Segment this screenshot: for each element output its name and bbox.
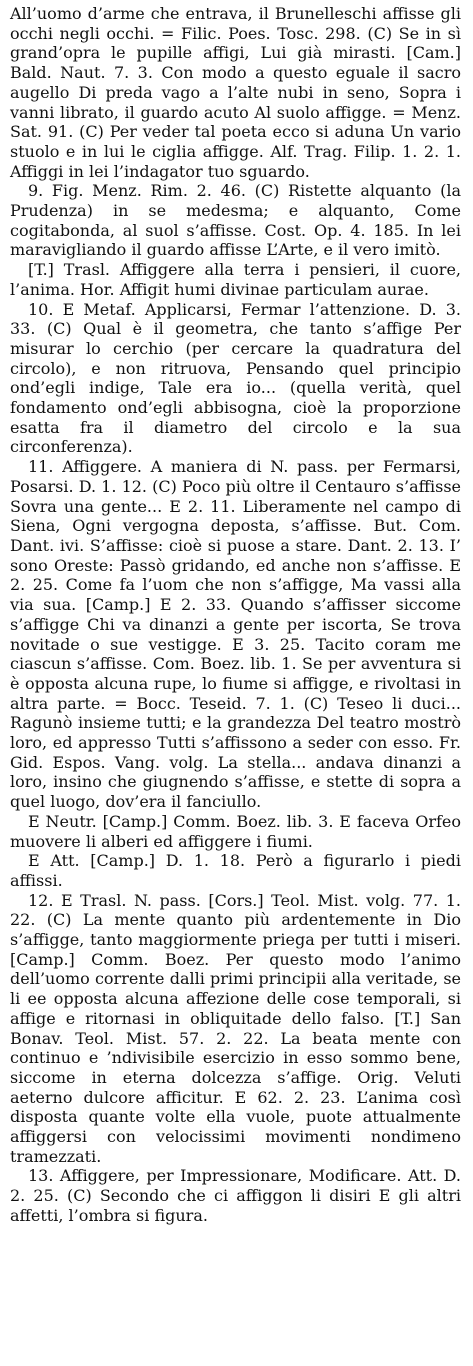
entry-paragraph-continuation: All’uomo d’arme che entrava, il Brunelleschi affisse gli occhi negli occhi. = Filic. Poes. Tosc. 298. (C) Se in sì grand’opra le pupille affigi, Lui già mirasti. [Cam.] Bald. Naut. 7. 3. Con modo a questo eguale il sacro augello Di preda vago a l’alte nubi in seno, Sopra i vanni librato, il guardo acuto Al suolo affigge. = Menz. Sat. 91. (C) Per veder tal poeta ecco si aduna Un vario stuolo e in lui le ciglia affigge. Alf. Trag. Filip. 1. 2. 1. Affiggi in lei l’indagator tuo sguardo. xyxy=(10,4,461,181)
entry-paragraph-11-att: E Att. [Camp.] D. 1. 18. Però a figurarlo i piedi affissi. xyxy=(10,851,461,890)
entry-paragraph-9-trasl: [T.] Trasl. Affiggere alla terra i pensieri, il cuore, l’anima. Hor. Affigit humi divinae particulam aurae. xyxy=(10,260,461,299)
entry-paragraph-11: 11. Affiggere. A maniera di N. pass. per Fermarsi, Posarsi. D. 1. 12. (C) Poco più oltre il Centauro s’affisse Sovra una gente... E 2. 11. Liberamente nel campo di Siena, Ogni vergogna deposta, s’affisse. But. Com. Dant. ivi. S’affisse: cioè si puose a stare. Dant. 2. 13. I’ sono Oreste: Passò gridando, ed anche non s’affisse. E 2. 25. Come fa l’uom che non s’affigge, Ma vassi alla via sua. [Camp.] E 2. 33. Quando s’affisser siccome s’affigge Chi va dinanzi a gente per iscorta, Se trova novitade o sue vestigge. E 3. 25. Tacito coram me ciascun s’affisse. Com. Boez. lib. 1. Se per avventura si è opposta alcuna rupe, lo fiume si affigge, e rivoltasi in altra parte. = Bocc. Teseid. 7. 1. (C) Teseo li duci... Ragunò insieme tutti; e la grandezza Del teatro mostrò loro, ed appresso Tutti s’affissono a seder con esso. Fr. Gid. Espos. Vang. volg. La stella... andava dinanzi a loro, insino che giugnendo s’affisse, e stette di sopra a quel luogo, dov’era il fanciullo. xyxy=(10,457,461,812)
entry-paragraph-10: 10. E Metaf. Applicarsi, Fermar l’attenzione. D. 3. 33. (C) Qual è il geometra, che tanto s’affige Per misurar lo cerchio (per cercare la quadratura del circolo), e non ritruova, Pensando quel principio ond’egli indige, Tale era io... (quella verità, quel fondamento ond’egli abbisogna, cioè la proporzione esatta fra il diametro del circolo e la sua circonferenza). xyxy=(10,299,461,457)
entry-paragraph-12: 12. E Trasl. N. pass. [Cors.] Teol. Mist. volg. 77. 1. 22. (C) La mente quanto più ardentemente in Dio s’affigge, tanto maggiormente priega per tutti i miseri. [Camp.] Comm. Boez. Per questo modo l’animo dell’uomo corrente dalli primi principii alla veritade, se li ee opposta alcuna affezione delle cose temporali, si affige e ritornasi in obliquitade dello falso. [T.] San Bonav. Teol. Mist. 57. 2. 22. La beata mente con continuo e ’ndivisibile esercizio in esso sommo bene, siccome in eterna dolcezza s’affige. Orig. Veluti aeterno dulcore afficitur. E 62. 2. 23. L’anima così disposta quante volte ella vuole, puote attualmente affiggersi con velocissimi movimenti nondimeno tramezzati. xyxy=(10,890,461,1166)
entry-paragraph-9: 9. Fig. Menz. Rim. 2. 46. (C) Ristette alquanto (la Prudenza) in se medesma; e alquanto, Come cogitabonda, al suol s’affisse. Cost. Op. 4. 185. In lei maravigliando il guardo affisse L’Arte, e il vero imitò. xyxy=(10,181,461,260)
entry-paragraph-13: 13. Affiggere, per Impressionare, Modificare. Att. D. 2. 25. (C) Secondo che ci affiggon li disiri E gli altri affetti, l’ombra si figura. xyxy=(10,1166,461,1225)
entry-paragraph-11-neutr: E Neutr. [Camp.] Comm. Boez. lib. 3. E faceva Orfeo muovere li alberi ed affiggere i fiumi. xyxy=(10,811,461,851)
